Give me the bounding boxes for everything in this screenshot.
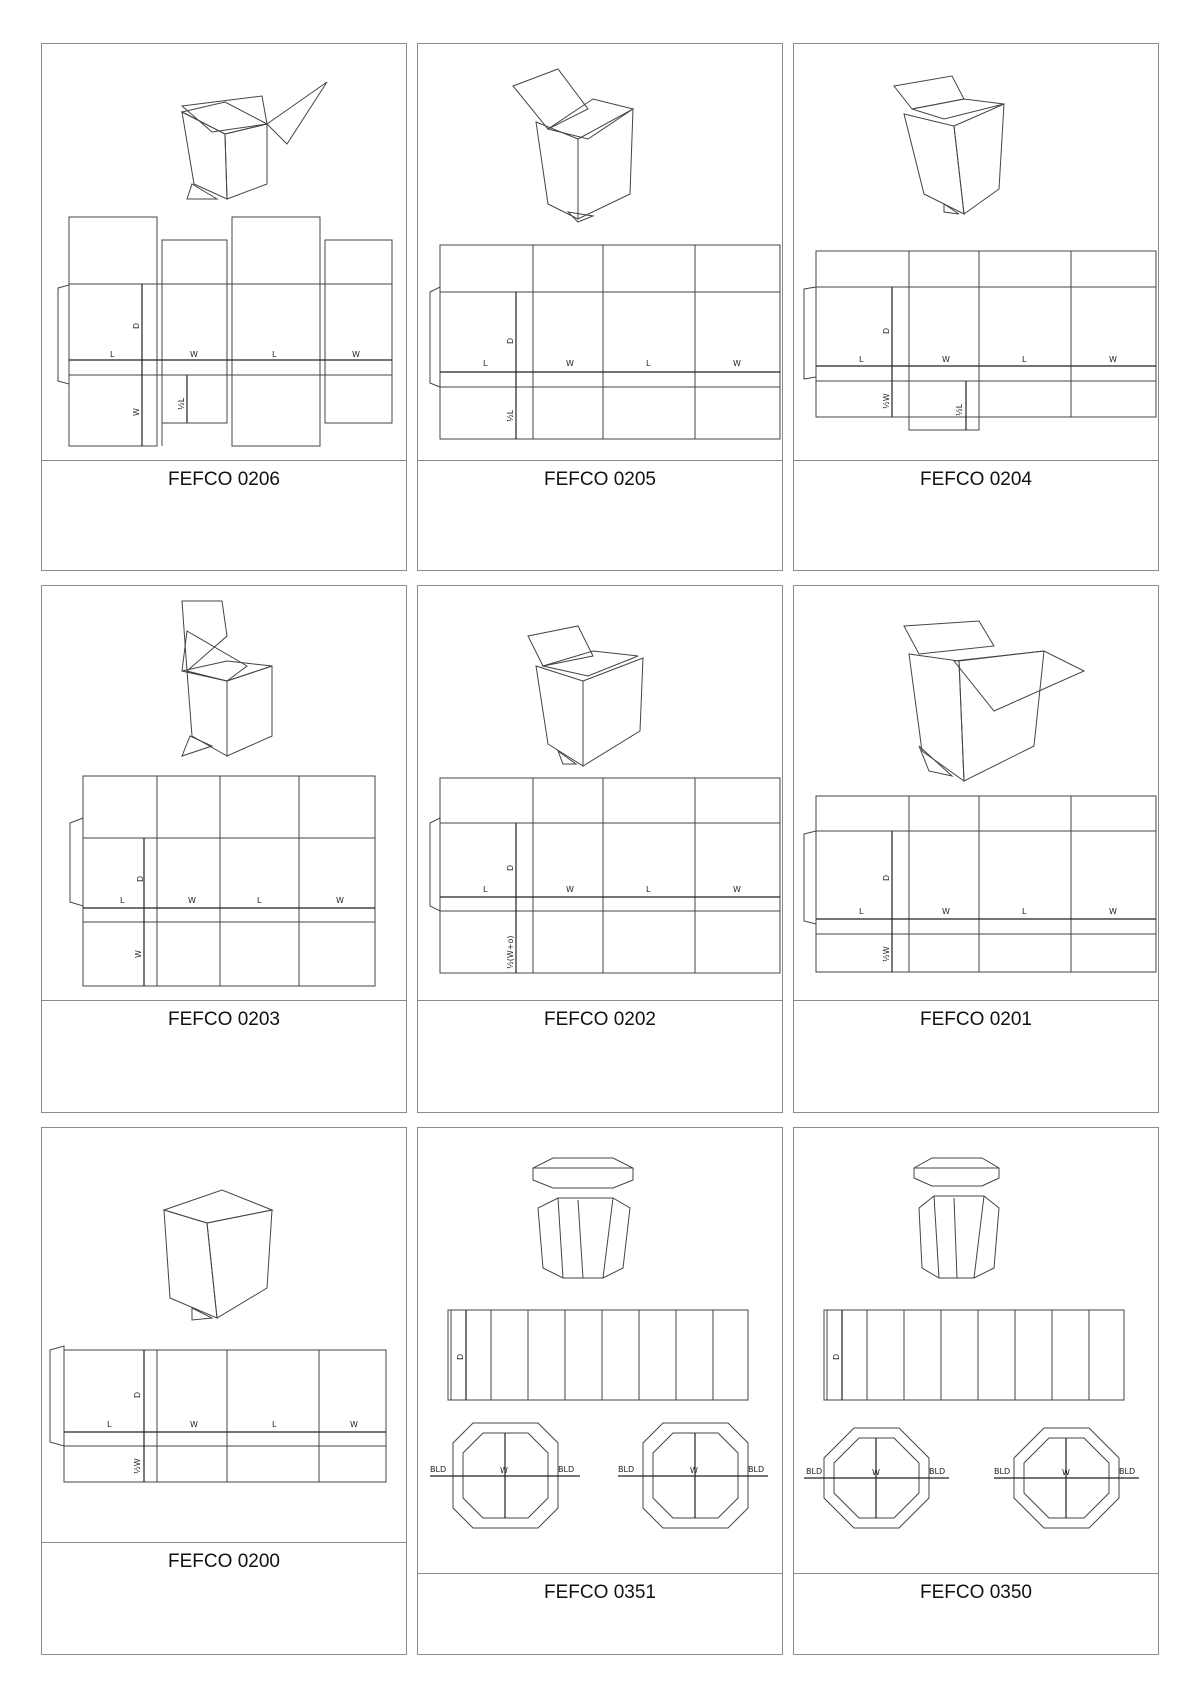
- dim-label: D: [882, 327, 891, 334]
- card-fefco-0351: [417, 1127, 783, 1655]
- dim-label: ½L: [506, 409, 515, 422]
- card-title: FEFCO 0200: [168, 1551, 280, 1572]
- card-fefco-0203: [41, 585, 407, 1113]
- dim-label: BLD: [929, 1467, 946, 1476]
- dim-label: BLD: [430, 1465, 447, 1474]
- box-diagram: [418, 586, 782, 1002]
- flat-layout: [50, 1346, 386, 1482]
- octagon-box-3d-icon: [914, 1158, 999, 1278]
- card-fefco-0202: [417, 585, 783, 1113]
- dim-label: ½W: [882, 946, 891, 962]
- dim-label: BLD: [1119, 1467, 1136, 1476]
- dim-label: W: [566, 359, 574, 368]
- box-3d-icon: [904, 621, 1084, 781]
- octagon-box-3d-icon: [533, 1158, 633, 1278]
- divider: [418, 460, 782, 461]
- flat-layout: [804, 796, 1156, 972]
- dim-label: D: [133, 1391, 142, 1398]
- dim-label: L: [120, 896, 125, 905]
- dim-label: D: [506, 337, 515, 344]
- card-title: FEFCO 0351: [544, 1582, 656, 1603]
- divider: [42, 460, 406, 461]
- dim-label: W: [733, 885, 741, 894]
- card-fefco-0350: [793, 1127, 1159, 1655]
- dim-label: W: [336, 896, 344, 905]
- box-3d-icon: [182, 82, 327, 199]
- card-fefco-0204: [793, 43, 1159, 571]
- dim-label: L: [646, 885, 651, 894]
- dim-label: D: [832, 1353, 841, 1360]
- divider: [794, 1573, 1158, 1574]
- dim-label: W: [566, 885, 574, 894]
- dim-label: ½W: [882, 393, 891, 409]
- dim-label: L: [257, 896, 262, 905]
- dim-label: L: [483, 885, 488, 894]
- box-diagram: [418, 1128, 782, 1573]
- box-diagram: [42, 586, 406, 1002]
- box-diagram: [42, 44, 406, 460]
- dim-label: W: [190, 1420, 198, 1429]
- dim-label: W: [1109, 355, 1117, 364]
- octagon-base-left: [804, 1428, 949, 1528]
- dim-label: BLD: [994, 1467, 1011, 1476]
- dim-label: BLD: [806, 1467, 823, 1476]
- divider: [418, 1000, 782, 1001]
- dim-label: D: [882, 874, 891, 881]
- dim-label: BLD: [558, 1465, 575, 1474]
- dim-label: W: [134, 950, 143, 958]
- dim-label: L: [1022, 355, 1027, 364]
- divider: [42, 1000, 406, 1001]
- dim-label: W: [690, 1466, 698, 1475]
- dim-label: W: [190, 350, 198, 359]
- dim-label: L: [110, 350, 115, 359]
- dim-label: L: [859, 907, 864, 916]
- dim-label: W: [942, 355, 950, 364]
- divider: [418, 1573, 782, 1574]
- dim-label: W: [1062, 1468, 1070, 1477]
- box-diagram: [794, 586, 1158, 1002]
- dim-label: D: [506, 864, 515, 871]
- dim-label: W: [942, 907, 950, 916]
- wall-strip: [448, 1310, 748, 1400]
- box-3d-icon: [528, 626, 643, 766]
- dim-label: L: [272, 1420, 277, 1429]
- dim-label: W: [352, 350, 360, 359]
- dim-label: ½L: [955, 403, 964, 416]
- dim-label: BLD: [618, 1465, 635, 1474]
- divider: [794, 1000, 1158, 1001]
- box-diagram: [794, 44, 1158, 460]
- dim-label: W: [132, 408, 141, 416]
- card-fefco-0205: [417, 43, 783, 571]
- dim-label: W: [350, 1420, 358, 1429]
- dim-label: D: [136, 875, 145, 882]
- dim-label: ½L: [177, 397, 186, 410]
- dim-label: L: [107, 1420, 112, 1429]
- card-title: FEFCO 0206: [168, 469, 280, 490]
- flat-layout: [430, 245, 780, 439]
- dim-label: L: [483, 359, 488, 368]
- flat-layout: [70, 776, 375, 986]
- flat-layout: [804, 251, 1156, 430]
- card-title: FEFCO 0205: [544, 469, 656, 490]
- card-fefco-0200: [41, 1127, 407, 1655]
- card-title: FEFCO 0202: [544, 1009, 656, 1030]
- dim-label: W: [733, 359, 741, 368]
- dim-label: L: [646, 359, 651, 368]
- box-diagram: [418, 44, 782, 460]
- octagon-base-right: [618, 1423, 768, 1528]
- dim-label: L: [859, 355, 864, 364]
- box-diagram: [794, 1128, 1158, 1573]
- card-title: FEFCO 0204: [920, 469, 1032, 490]
- card-fefco-0206: [41, 43, 407, 571]
- octagon-base-right: [994, 1428, 1139, 1528]
- flat-layout: [430, 778, 780, 973]
- dim-label: ½(W+o): [506, 935, 515, 969]
- dim-label: ½W: [133, 1458, 142, 1474]
- dim-label: D: [132, 322, 141, 329]
- card-title: FEFCO 0201: [920, 1009, 1032, 1030]
- card-title: FEFCO 0350: [920, 1582, 1032, 1603]
- dim-label: D: [456, 1353, 465, 1360]
- box-3d-icon: [513, 69, 633, 222]
- dim-label: W: [872, 1468, 880, 1477]
- octagon-base-left: [430, 1423, 580, 1528]
- divider: [42, 1542, 406, 1543]
- dim-label: W: [1109, 907, 1117, 916]
- box-3d-icon: [894, 76, 1004, 214]
- box-3d-icon: [182, 601, 272, 756]
- dim-label: W: [500, 1466, 508, 1475]
- dim-label: L: [1022, 907, 1027, 916]
- divider: [794, 460, 1158, 461]
- box-3d-icon: [164, 1190, 272, 1320]
- flat-layout: [58, 217, 392, 446]
- card-title: FEFCO 0203: [168, 1009, 280, 1030]
- dim-label: L: [272, 350, 277, 359]
- dim-label: BLD: [748, 1465, 765, 1474]
- box-diagram: [42, 1128, 406, 1544]
- wall-strip: [824, 1310, 1124, 1400]
- dim-label: W: [188, 896, 196, 905]
- card-fefco-0201: [793, 585, 1159, 1113]
